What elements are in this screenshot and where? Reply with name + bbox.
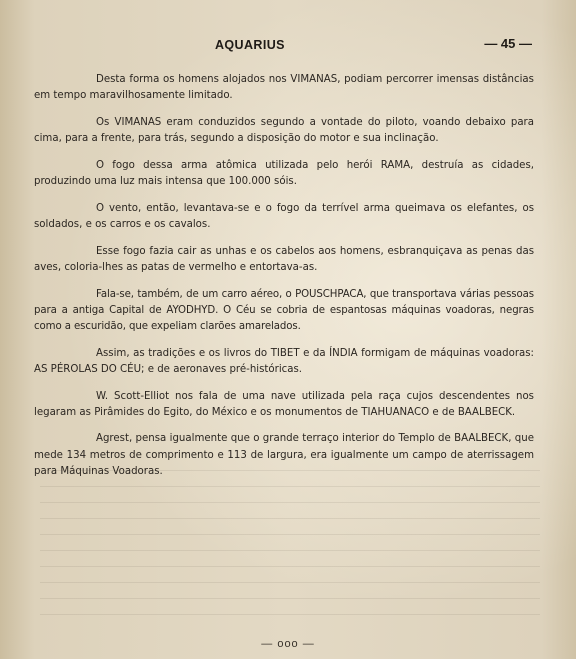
paragraph-8: W. Scott-Elliot nos fala de uma nave utilizada pela raça cujos descendentes nos legaram as Pirâmides do Egito, do México e os monumentos de TIAHUANACO e de BAALBECK. [34,390,534,418]
paragraph-2: Os VIMANAS eram conduzidos segundo a vontade do piloto, voando debaixo para cima, para a frente, para trás, segundo a disposição do motor e sua inclinação. [34,116,534,145]
show-through-texture [40,470,540,630]
page-number: — 45 — [484,36,532,51]
paragraph-9: Agrest, pensa igualmente que o grande terraço interior do Templo de BAALBECK, que mede 134 metros de comprimento e 113 de largura, era igualmente um campo de aterrissagem para Máquinas Voadoras. [34,433,534,477]
end-folio-mark: — ooo — [261,638,315,650]
running-head [0,38,576,58]
body-text [34,72,534,491]
paragraph-6: Fala-se, também, de um carro aéreo, o POUSCHPACA, que transportava várias pessoas para a antiga Capital de AYODHYD. O Céu se cobria de espantosas máquinas voadoras, negras como a escuridão, que expeliam clarões amarelados. [34,288,534,332]
paragraph-1: Desta forma os homens alojados nos VIMANAS, podiam percorrer imensas distâncias em tempo maravilhosamente limitado. [34,74,534,102]
paragraph-5: Esse fogo fazia cair as unhas e os cabelos aos homens, esbranquiçava as penas das aves, coloria-lhes as patas de vermelho e entortava-as. [34,245,534,273]
running-head-title: AQUARIUS [215,38,285,52]
paragraph-7: Assim, as tradições e os livros do TIBET e da ÍNDIA formigam de máquinas voadoras: AS PÉROLAS DO CÉU; e de aeronaves pré-históricas. [34,347,534,375]
paragraph-3: O fogo dessa arma atômica utilizada pelo herói RAMA, destruía as cidades, produzindo uma luz mais intensa que 100.000 sóis. [34,159,534,188]
paragraph-4: O vento, então, levantava-se e o fogo da terrível arma queimava os elefantes, os soldados, e os carros e os cavalos. [34,202,534,230]
